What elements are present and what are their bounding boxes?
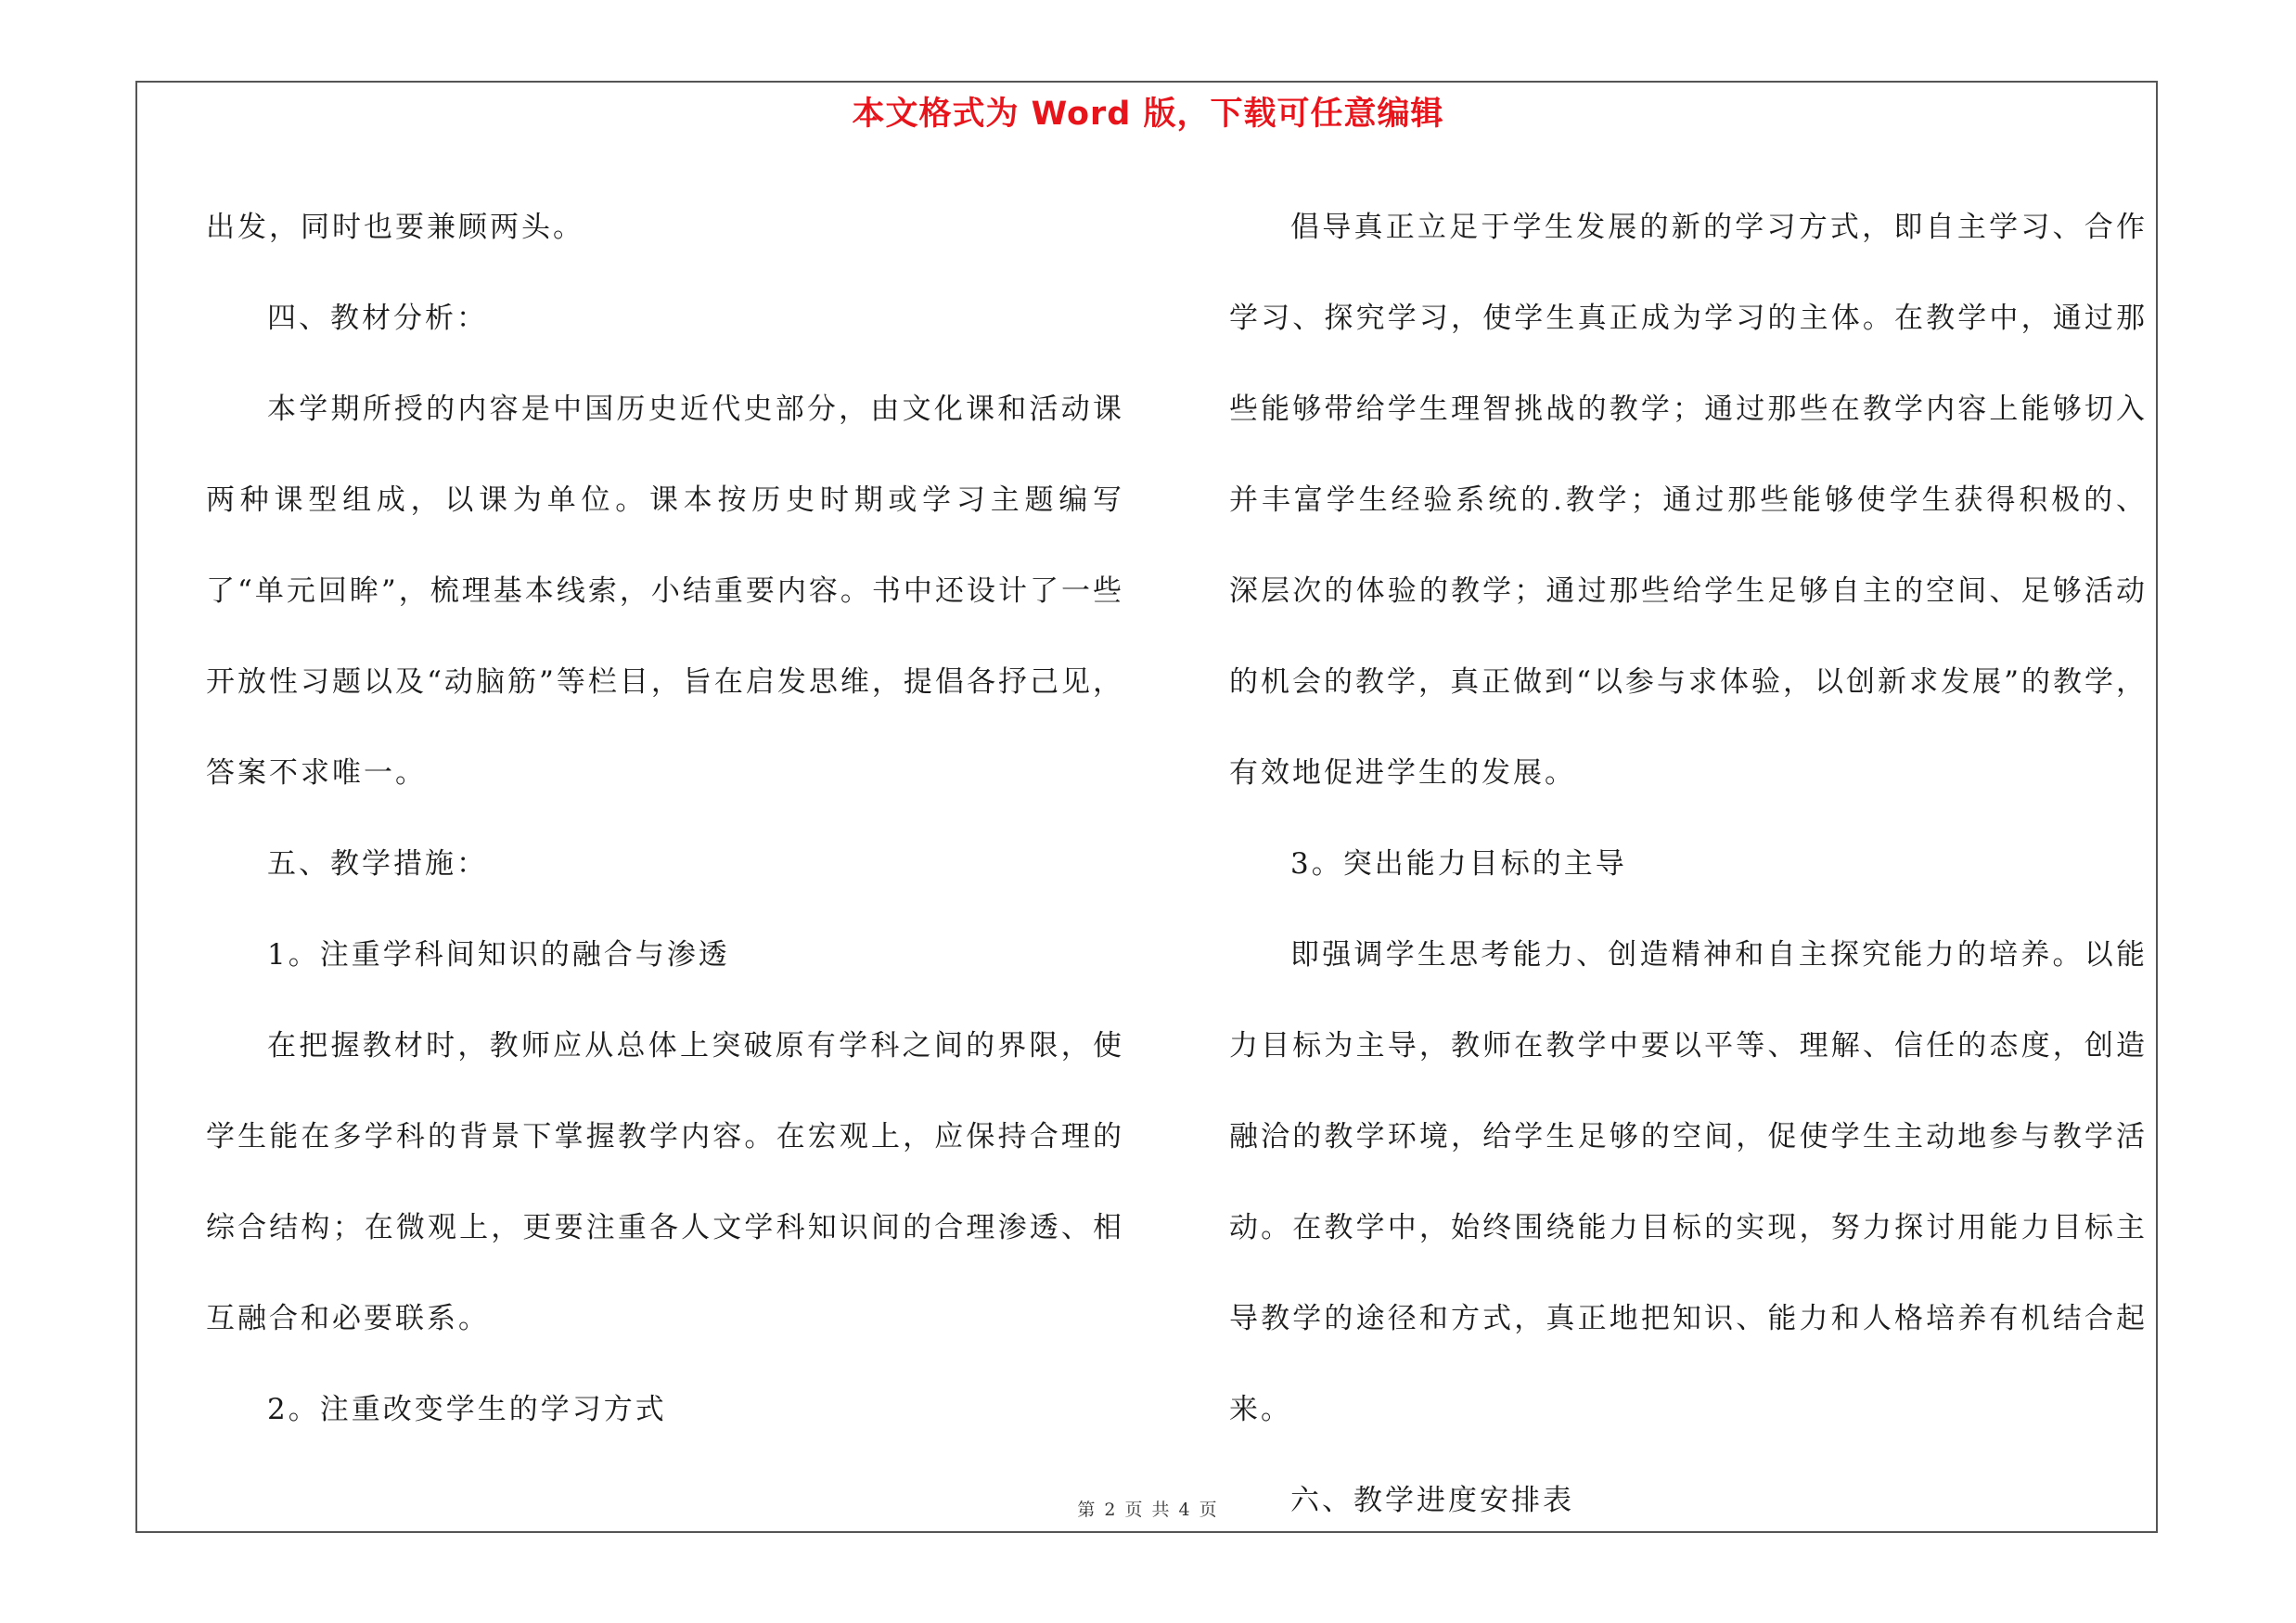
paragraph: 1。注重学科间知识的融合与渗透 — [267, 938, 730, 972]
paragraph: 即强调学生思考能力、创造精神和自主探究能力的培养。以能力目标为主导，教师在教学中要以平等、理解、信任的态度，创造融洽的教学环境，给学生足够的空间，促使学生主动地参与教学活动。在教学中，始终围绕能力目标的实现，努力探讨用能力目标主导教学的途径和方式，真正地把知识、能力和人格培养有机结合起来。 — [1229, 938, 2148, 1426]
page-number-footer: 第 2 页 共 4 页 — [1077, 1500, 1219, 1520]
paragraph: 本学期所授的内容是中国历史近代史部分，由文化课和活动课两种课型组成，以课为单位。课本按历史时期或学习主题编写了“单元回眸”，梳理基本线索，小结重要内容。书中还设计了一些开放性习题以及“动脑筋”等栏目，旨在启发思维，提倡各抒己见，答案不求唯一。 — [206, 393, 1124, 790]
paragraph: 四、教材分析： — [267, 302, 488, 335]
paragraph: 出发，同时也要兼顾两头。 — [206, 211, 584, 244]
paragraph: 五、教学措施： — [267, 847, 488, 881]
left-column — [206, 182, 1124, 1455]
paragraph: 在把握教材时，教师应从总体上突破原有学科之间的界限，使学生能在多学科的背景下掌握教学内容。在宏观上，应保持合理的综合结构；在微观上，更要注重各人文学科知识间的合理渗透、相互融合和必要联系。 — [206, 1029, 1124, 1335]
paragraph: 六、教学进度安排表 — [1290, 1484, 1574, 1517]
paragraph: 倡导真正立足于学生发展的新的学习方式，即自主学习、合作学习、探究学习，使学生真正成为学习的主体。在教学中，通过那些能够带给学生理智挑战的教学；通过那些在教学内容上能够切入并丰富学生经验系统的.教学；通过那些能够使学生获得积极的、深层次的体验的教学；通过那些给学生足够自主的空间、足够活动的机会的教学，真正做到“以参与求体验，以创新求发展”的教学，有效地促进学生的发展。 — [1229, 211, 2148, 790]
paragraph: 3。突出能力目标的主导 — [1290, 847, 1627, 881]
document-banner: 本文格式为 Word 版，下载可任意编辑 — [852, 96, 1444, 133]
paragraph: 2。注重改变学生的学习方式 — [267, 1393, 667, 1426]
right-column — [1229, 182, 2148, 1546]
